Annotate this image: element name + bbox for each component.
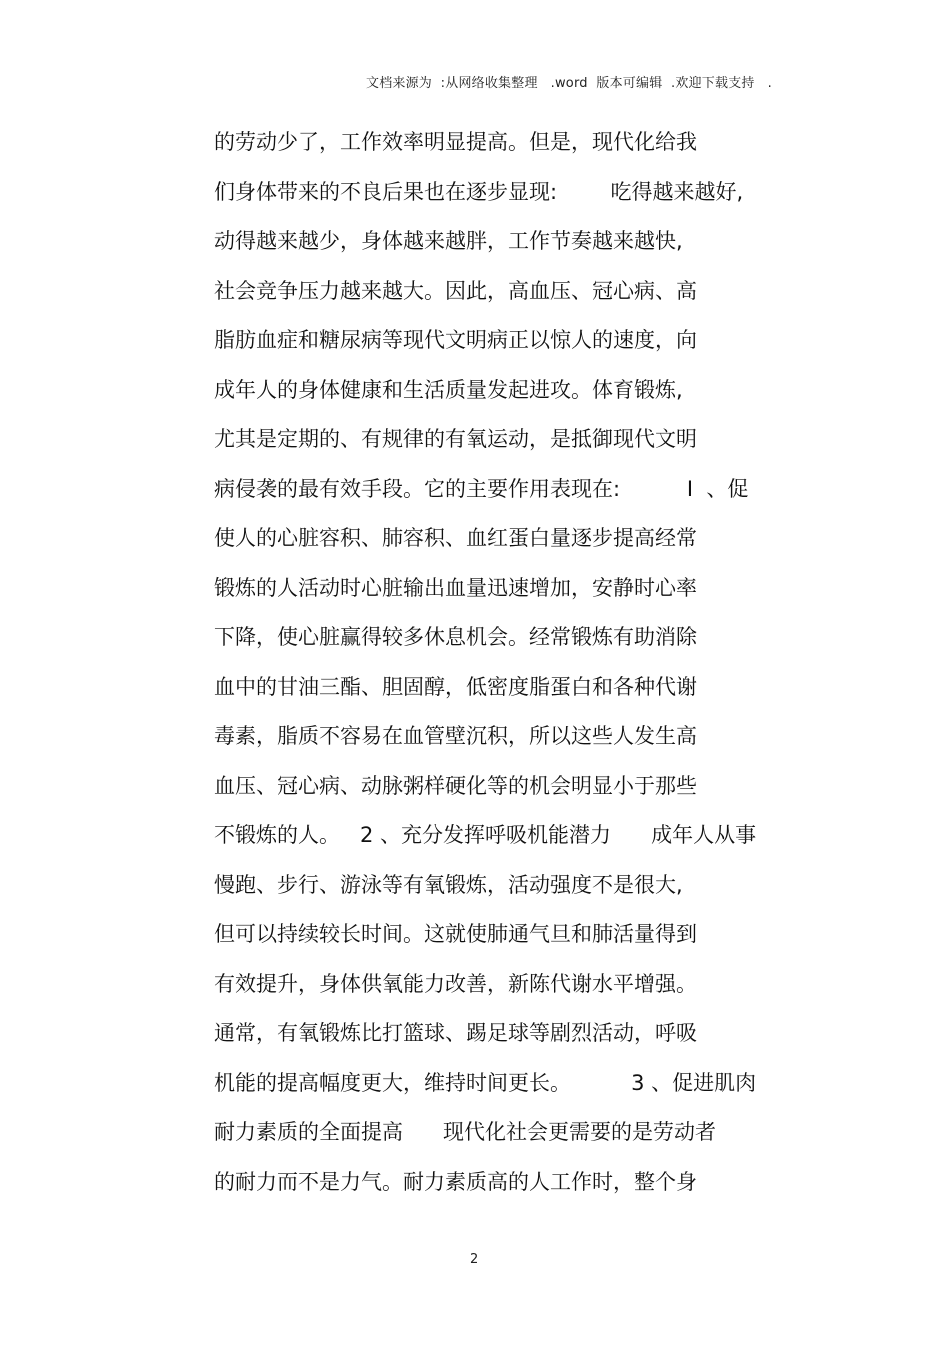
text-line: 下降，使心脏赢得较多休息机会。经常锻炼有助消除: [214, 625, 697, 649]
text-line: 脂肪血症和糖尿病等现代文明病正以惊人的速度，向: [214, 328, 697, 352]
text-line: 耐力素质的全面提高 现代化社会更需要的是劳动者: [214, 1120, 717, 1144]
text-line: 毒素，脂质不容易在血管壁沉积，所以这些人发生高: [214, 724, 697, 748]
text-line: 血压、冠心病、动脉粥样硬化等的机会明显小于那些: [214, 773, 697, 798]
text-line: 不锻炼的人。 2 、充分发挥呼吸机能潜力 成年人从事: [214, 823, 757, 847]
text-line: 血中的甘油三酯、胆固醇，低密度脂蛋白和各种代谢: [214, 674, 697, 699]
page-header-source-note: 文档来源为 :从网络收集整理 .word 版本可编辑 .欢迎下载支持 .: [366, 76, 772, 91]
document-body: [214, 122, 756, 1211]
text-line: 们身体带来的不良后果也在逐步显现: 吃得越来越好,: [214, 179, 744, 204]
text-line: 动得越来越少，身体越来越胖，工作节奏越来越快,: [214, 229, 683, 253]
text-line: 锻炼的人活动时心脏输出血量迅速增加，安静时心率: [214, 575, 697, 600]
text-line: 成年人的身体健康和生活质量发起进攻。体育锻炼,: [214, 377, 683, 402]
text-line: 使人的心脏容积、肺容积、血红蛋白量逐步提高经常: [214, 526, 697, 550]
text-line: 社会竞争压力越来越大。因此，高血压、冠心病、高: [214, 278, 697, 303]
text-line: 慢跑、步行、游泳等有氧锻炼，活动强度不是很大,: [214, 872, 683, 897]
text-line: 病侵袭的最有效手段。它的主要作用表现在: I 、促: [214, 476, 749, 501]
text-line: 尤其是定期的、有规律的有氧运动，是抵御现代文明: [214, 427, 697, 451]
text-line: 有效提升，身体供氧能力改善，新陈代谢水平增强。: [214, 971, 697, 996]
text-line: 机能的提高幅度更大，维持时间更长。 3 、促进肌肉: [214, 1070, 757, 1095]
text-line: 但可以持续较长时间。这就使肺通气旦和肺活量得到: [214, 922, 697, 946]
text-line: 通常，有氧锻炼比打篮球、踢足球等剧烈活动，呼吸: [214, 1021, 697, 1045]
text-line: 的劳动少了，工作效率明显提高。但是，现代化给我: [214, 130, 697, 154]
page-number: 2: [470, 1252, 479, 1267]
text-line: 的耐力而不是力气。耐力素质高的人工作时，整个身: [214, 1169, 697, 1194]
